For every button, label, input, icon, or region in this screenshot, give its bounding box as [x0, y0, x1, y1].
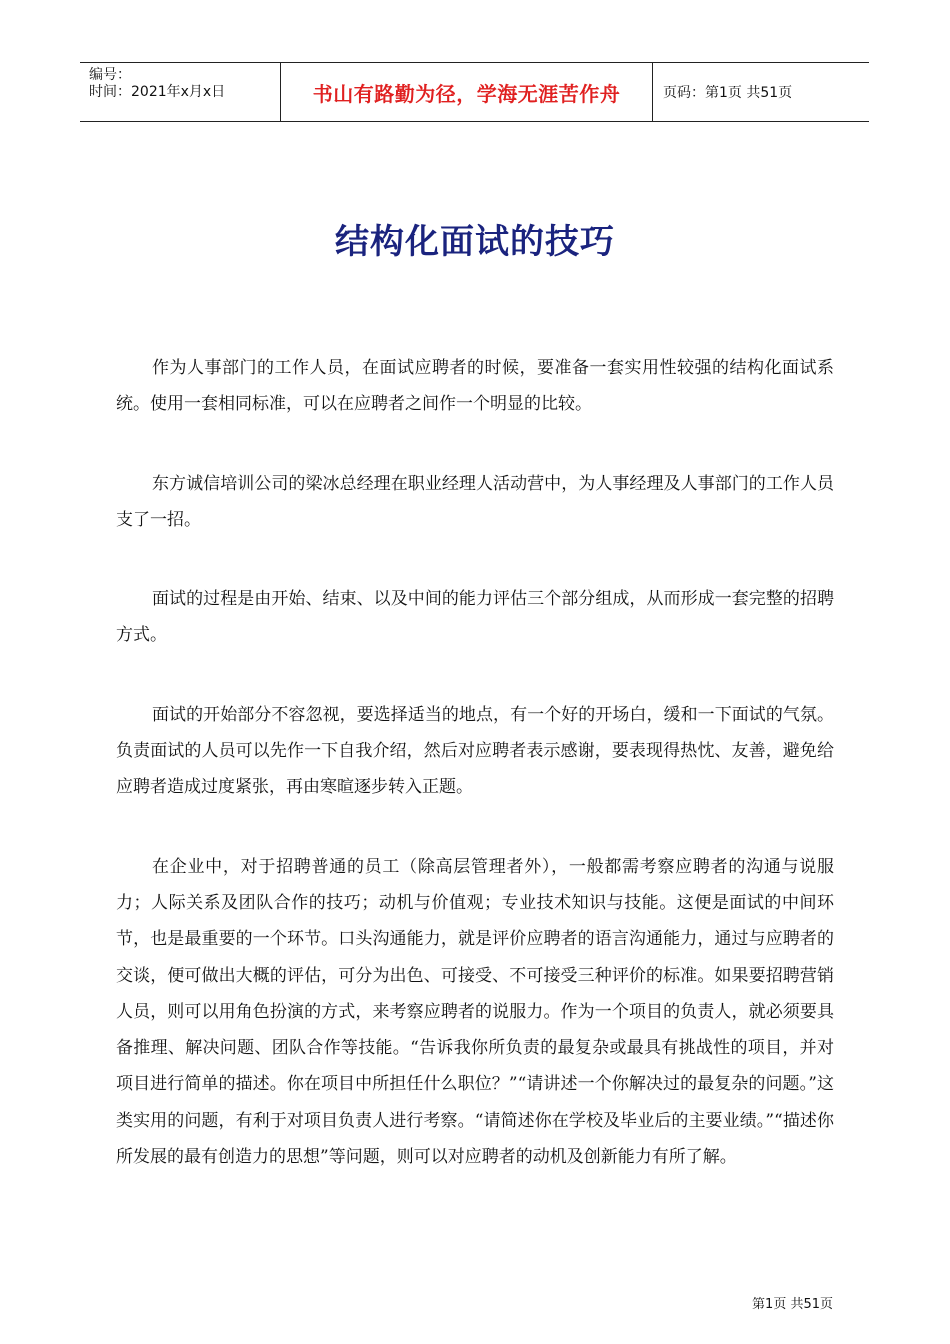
paragraph-3: 面试的过程是由开始、结束、以及中间的能力评估三个部分组成，从而形成一套完整的招聘方式。: [116, 589, 834, 646]
header-meta: [80, 63, 280, 121]
paragraph-4: 面试的开始部分不容忽视，要选择适当的地点，有一个好的开场白，缓和一下面试的气氛。负责面试的人员可以先作一下自我介绍，然后对应聘者表示感谢，要表现得热忱、友善，避免给应聘者造成过度紧张，再由寒暄逐步转入正题。: [116, 704, 834, 798]
footer-page-number: 第1页 共51页: [752, 1297, 833, 1312]
header-motto: 书山有路勤为径，学海无涯苦作舟: [280, 63, 653, 121]
document-body: [116, 350, 834, 1218]
paragraph-5: 在企业中，对于招聘普通的员工（除高层管理者外），一般都需考察应聘者的沟通与说服力；人际关系及团队合作的技巧；动机与价值观；专业技术知识与技能。这便是面试的中间环节，也是最重要的一个环节。口头沟通能力，就是评价应聘者的语言沟通能力，通过与应聘者的交谈，便可做出大概的评估，可分为出色、可接受、不可接受三种评价的标准。如果要招聘营销人员，则可以用角色扮演的方式，来考察应聘者的说服力。作为一个项目的负责人，就必须要具备推理、解决问题、团队合作等技能。“告诉我你所负责的最复杂或最具有挑战性的项目，并对项目进行简单的描述。你在项目中所担任什么职位？”“请讲述一个你解决过的最复杂的问题。”这类实用的问题，有利于对项目负责人进行考察。“请简述你在学校及毕业后的主要业绩。”“描述你所发展的最有创造力的思想”等问题，则可以对应聘者的动机及创新能力有所了解。: [116, 856, 834, 1168]
date-label: 时间：2021年x月x日: [89, 84, 226, 100]
paragraph-2: 东方诚信培训公司的梁冰总经理在职业经理人活动营中，为人事经理及人事部门的工作人员支了一招。: [116, 473, 834, 530]
paragraph-1: 作为人事部门的工作人员，在面试应聘者的时候，要准备一套实用性较强的结构化面试系统。使用一套相同标准，可以在应聘者之间作一个明显的比较。: [116, 358, 834, 415]
header-page-number: 页码：第1页 共51页: [663, 85, 793, 101]
page-header: [80, 62, 869, 122]
document-title: 结构化面试的技巧: [335, 222, 615, 262]
serial-number-label: 编号：: [89, 67, 131, 83]
